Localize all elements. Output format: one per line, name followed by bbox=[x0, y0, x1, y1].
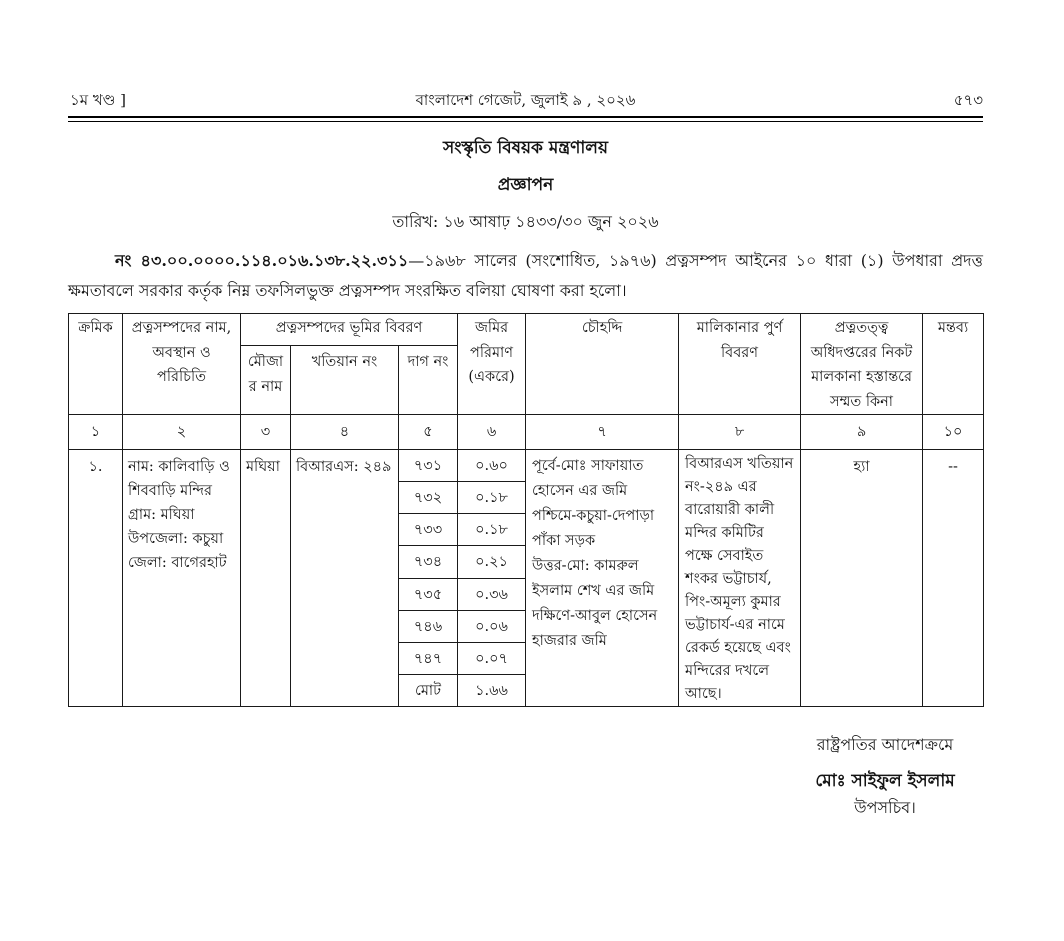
column-number: ৪ bbox=[291, 415, 399, 450]
column-number: ৯ bbox=[801, 415, 923, 450]
dag-number: ৭৪৬ bbox=[399, 610, 458, 642]
page-number: ৫৭৩ bbox=[953, 91, 983, 109]
notification-body bbox=[68, 246, 983, 306]
schedule-table bbox=[68, 313, 984, 707]
remarks: -- bbox=[923, 450, 984, 707]
header-remarks: মন্তব্য bbox=[923, 314, 984, 415]
plot-area: ০.৩৬ bbox=[458, 578, 526, 610]
gazette-part-label: ১ম খণ্ড ] bbox=[70, 91, 127, 109]
heritage-upazila: উপজেলা: কচুয়া bbox=[128, 531, 224, 547]
header-rule-thick bbox=[68, 116, 983, 118]
ownership-details: বিআরএস খতিয়ান নং-২৪৯ এর বারোয়ারী কালী মন্দির কমিটির পক্ষে সেবাইত শংকর ভট্টাচার্য, পিং-অমূল্য কুমার ভট্টাচার্য-এর নামে রেকর্ড হয়েছে এবং মন্দিরের দখলে আছে। bbox=[679, 450, 801, 707]
header-khatian: খতিয়ান নং bbox=[291, 346, 399, 415]
column-number: ৮ bbox=[679, 415, 801, 450]
signatory-name: মোঃ সাইফুল ইসলাম bbox=[815, 771, 955, 791]
dag-number: ৭৩৩ bbox=[399, 514, 458, 546]
plot-area: ০.২১ bbox=[458, 546, 526, 578]
plot-area: ০.০৭ bbox=[458, 642, 526, 674]
notification-date: তারিখ: ১৬ আষাঢ় ১৪৩৩/৩০ জুন ২০২৬ bbox=[392, 212, 659, 231]
dag-number: ৭৩২ bbox=[399, 482, 458, 514]
notification-heading: প্রজ্ঞাপন bbox=[497, 175, 554, 195]
column-number: ৬ bbox=[458, 415, 526, 450]
header-serial: ক্রমিক bbox=[69, 314, 123, 415]
column-number: ৩ bbox=[241, 415, 291, 450]
boundary-north: উত্তর-মো: কামরুল ইসলাম শেখ এর জমি bbox=[532, 558, 655, 599]
boundary-west: পশ্চিমে-কচুয়া-দেপাড়া পাঁকা সড়ক bbox=[532, 508, 655, 549]
header-land-details: প্রত্নসম্পদের ভূমির বিবরণ bbox=[241, 314, 458, 346]
khatian-number: বিআরএস: ২৪৯ bbox=[291, 450, 399, 707]
signatory-designation: উপসচিব। bbox=[854, 798, 916, 817]
heritage-village: গ্রাম: মঘিয়া bbox=[128, 507, 195, 523]
column-number: ৫ bbox=[399, 415, 458, 450]
header-name-location: প্রত্নসম্পদের নাম, অবস্থান ও পরিচিতি bbox=[123, 314, 241, 415]
signature-block bbox=[785, 733, 985, 820]
boundary-south: দক্ষিণে-আবুল হোসেন হাজরার জমি bbox=[532, 608, 658, 649]
transfer-consent: হ্যা bbox=[801, 450, 923, 707]
boundary-description bbox=[526, 450, 679, 707]
mouza-name: মঘিয়া bbox=[241, 450, 291, 707]
ministry-title: সংস্কৃতি বিষয়ক মন্ত্রণালয় bbox=[443, 138, 608, 158]
running-head bbox=[68, 88, 983, 112]
heritage-name-location bbox=[123, 450, 241, 707]
header-rule-thin bbox=[68, 121, 983, 122]
column-number: ৭ bbox=[526, 415, 679, 450]
plot-area: ০.০৬ bbox=[458, 610, 526, 642]
header-ownership: মালিকানার পুর্ণ বিবরণ bbox=[679, 314, 801, 415]
row-serial: ১. bbox=[69, 450, 123, 707]
notification-text: —১৯৬৮ সালের (সংশোধিত, ১৯৭৬) প্রত্নসম্পদ আইনের ১০ ধারা (১) উপধারা প্রদত্ত ক্ষমতাবলে সরকার কর্তৃক নিম্ন তফসিলভুক্ত প্রত্নসম্পদ সংরক্ষিত বলিয়া ঘোষণা করা হলো। bbox=[68, 251, 983, 300]
total-area: ১.৬৬ bbox=[458, 674, 526, 706]
column-number: ২ bbox=[123, 415, 241, 450]
schedule-section bbox=[68, 313, 983, 820]
plot-area: ০.৬০ bbox=[458, 450, 526, 482]
boundary-east: পূর্বে-মোঃ সাফায়াত হোসেন এর জমি bbox=[532, 458, 644, 499]
table-header-row bbox=[69, 314, 984, 346]
plot-area: ০.১৮ bbox=[458, 514, 526, 546]
notification-number: নং ৪৩.০০.০০০০.১১৪.০১৬.১৩৮.২২.৩১১ bbox=[115, 251, 409, 270]
header-dag: দাগ নং bbox=[399, 346, 458, 415]
column-number: ১০ bbox=[923, 415, 984, 450]
table-row bbox=[69, 450, 984, 482]
total-label: মোট bbox=[399, 674, 458, 706]
heritage-name: নাম: কালিবাড়ি ও শিববাড়ি মন্দির bbox=[128, 459, 230, 499]
column-number-row bbox=[69, 415, 984, 450]
signing-authority: রাষ্ট্রপতির আদেশক্রমে bbox=[816, 735, 954, 754]
heritage-district: জেলা: বাগেরহাট bbox=[128, 555, 227, 571]
header-area: জমির পরিমাণ (একরে) bbox=[458, 314, 526, 415]
dag-number: ৭৩৪ bbox=[399, 546, 458, 578]
header-consent: প্রত্নতত্ত্ব অধিদপ্তরের নিকট মালকানা হস্তান্তরে সম্মত কিনা bbox=[801, 314, 923, 415]
dag-number: ৭৪৭ bbox=[399, 642, 458, 674]
header-mouza: মৌজার নাম bbox=[241, 346, 291, 415]
column-number: ১ bbox=[69, 415, 123, 450]
gazette-running-title: বাংলাদেশ গেজেট, জুলাই ৯ , ২০২৬ bbox=[415, 91, 636, 109]
header-boundary: চৌহদ্দি bbox=[526, 314, 679, 415]
dag-number: ৭৩১ bbox=[399, 450, 458, 482]
plot-area: ০.১৮ bbox=[458, 482, 526, 514]
dag-number: ৭৩৫ bbox=[399, 578, 458, 610]
